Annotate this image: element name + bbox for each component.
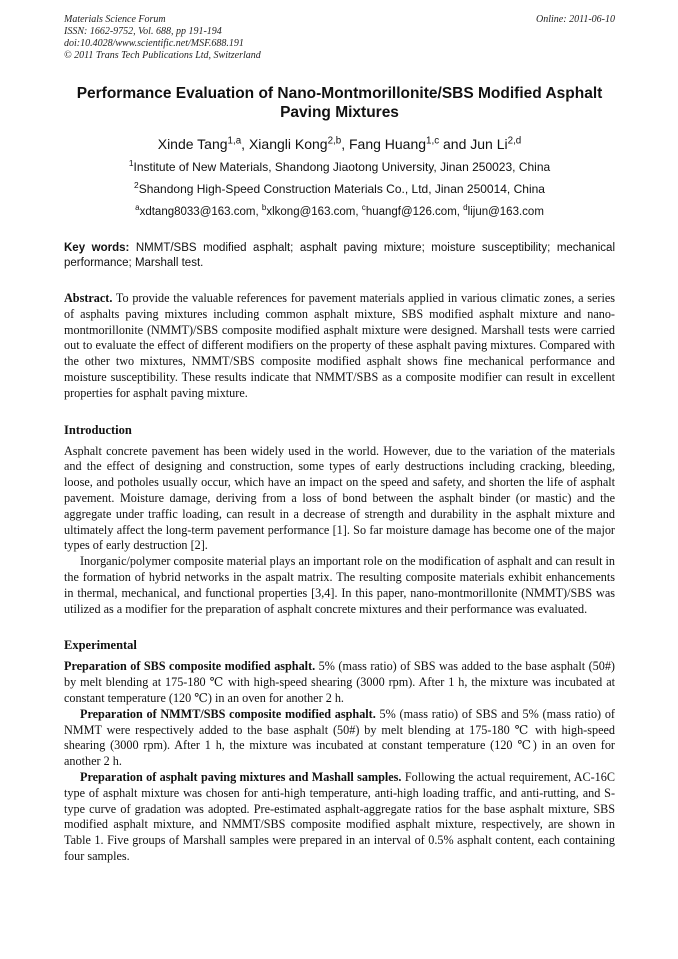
- email-marker: d: [463, 203, 468, 213]
- keywords-text: NMMT/SBS modified asphalt; asphalt paving mixture; moisture susceptibility; mechanical performance; Marshall test.: [64, 242, 615, 269]
- abstract-label: Abstract.: [64, 291, 113, 305]
- author-name: Xiangli Kong: [248, 136, 328, 152]
- online-date: Online: 2011-06-10: [536, 14, 615, 25]
- introduction-paragraph-2: Inorganic/polymer composite material plays an important role on the modification of asphalt and can result in the formation of hybrid networks in the aspalt matrix. The resulting composite materials exhibit enhancements in thermal, mechanical, and functional properties [3,4]. In this paper, nano-montmorillonite (NMMT)/SBS was utilized as a modifier for the preparation of asphalt concrete mixtures and their performance was evaluated.: [64, 554, 615, 616]
- copyright-line: © 2011 Trans Tech Publications Ltd, Switzerland: [64, 50, 261, 61]
- author-marker: 2,d: [507, 135, 522, 147]
- subsection-title: Preparation of asphalt paving mixtures and Mashall samples.: [80, 769, 402, 784]
- experimental-paragraph-mixtures: [64, 770, 615, 865]
- keywords: [64, 241, 615, 271]
- subsection-text: 5% (mass ratio) of SBS and 5% (mass ratio) of NMMT were respectively added to the base asphalt (50#) by melt blending at 175-180 ℃ with high-speed shearing (3000 rpm). After 1 h, the mixture was incubated at constant temperature (120 ℃) in an oven for another 2 h.: [64, 706, 615, 769]
- subsection-title: Preparation of NMMT/SBS composite modified asphalt.: [80, 706, 376, 721]
- author-marker: 1,c: [426, 135, 440, 147]
- issn-line: ISSN: 1662-9752, Vol. 688, pp 191-194: [64, 26, 222, 37]
- journal-name: Materials Science Forum: [64, 14, 166, 25]
- email-address[interactable]: huangf@126.com,: [365, 206, 464, 218]
- keywords-label: Key words:: [64, 242, 130, 254]
- author-separator: and: [439, 136, 471, 152]
- introduction-paragraph-1: Asphalt concrete pavement has been widely used in the world. However, due to the variation of the materials and the effect of designing and construction, some types of early destructions including cracking, bleeding, loose, and potholes usually occur, which have an impact on the speed and safety, and shorten the life of asphalt pavement. Moisture damage, deriving from a loss of bond between the asphalt binder (or mastic) and the aggregate under traffic loading, can result in a decrease of strength and durability in the asphalt mixture and ultimately affect the long-term pavement performance [1]. So far moisture damage has become one of the major types of early destruction [2].: [64, 443, 615, 553]
- email-marker: b: [261, 203, 267, 213]
- email-marker: a: [135, 203, 140, 213]
- email-address[interactable]: xdtang8033@163.com,: [139, 206, 262, 218]
- author-list: [64, 135, 615, 153]
- abstract-text: To provide the valuable references for pavement materials applied in various climatic zones, a series of asphalts paving mixtures including common asphalt mixture, SBS modified asphalt mixture and nano-montmorillonite (NMMT)/SBS composite modified asphalt mixture were designed. Marshall tests were carried out to evaluate the effect of different modifiers on the property of these asphalt paving mixtures. Compared with the other two mixtures, NMMT/SBS composite modified asphalt shows fine mechanical performance and moisture susceptibility. These results indicate that NMMT/SBS as a composite modifier can result in excellent properties for asphalt paving mixture.: [64, 291, 615, 400]
- experimental-paragraph-nmmt: [64, 707, 615, 770]
- affiliation-2: [64, 182, 615, 197]
- paper-page: [64, 14, 615, 865]
- experimental-heading: Experimental: [64, 638, 137, 653]
- affiliation-1: [64, 160, 615, 175]
- experimental-paragraph-sbs: [64, 659, 615, 706]
- email-list: [64, 205, 615, 220]
- author-marker: 1,a: [227, 135, 242, 147]
- email-address[interactable]: lijun@163.com: [467, 206, 544, 218]
- author-separator: ,: [241, 136, 249, 152]
- author-marker: 2,b: [327, 135, 342, 147]
- subsection-text: 5% (mass ratio) of SBS was added to the base asphalt (50#) by melt blending at 175-180 ℃ with high-speed shearing (3000 rpm). After 1 h, the mixture was incubated at constant temperature (120 ℃) in an oven for another 2 h.: [64, 659, 615, 705]
- subsection-text: Following the actual requirement, AC-16C type of asphalt mixture was chosen for anti-high temperature, anti-high loading traffic, and anti-rutting, and S-type curve of gradation was adopted. Pre-estimated asphalt-aggregate ratios for the base asphalt mixture, SBS modified asphalt mixture, and NMMT/SBS composite modified asphalt mixture, respectively, are shown in Table 1. Five groups of Marshall samples were prepared in an interval of 0.5% asphalt content, each containing four samples.: [64, 769, 615, 863]
- affiliation-text: Shandong High-Speed Construction Materials Co., Ltd, Jinan 250014, China: [138, 182, 545, 196]
- introduction-heading: Introduction: [64, 422, 132, 437]
- subsection-title: Preparation of SBS composite modified asphalt.: [64, 659, 316, 674]
- paper-title: Performance Evaluation of Nano-Montmorillonite/SBS Modified Asphalt Paving Mixtures: [76, 85, 603, 121]
- affiliation-text: Institute of New Materials, Shandong Jiaotong University, Jinan 250023, China: [133, 160, 551, 174]
- journal-header: [64, 14, 615, 62]
- author-name: Jun Li: [470, 136, 508, 152]
- author-name: Fang Huang: [348, 136, 427, 152]
- email-address[interactable]: xlkong@163.com,: [266, 206, 362, 218]
- affiliation-marker: 1: [128, 158, 134, 168]
- email-marker: c: [361, 203, 366, 213]
- author-name: Xinde Tang: [157, 136, 228, 152]
- author-separator: ,: [341, 136, 349, 152]
- affiliation-marker: 2: [134, 180, 139, 190]
- abstract: [64, 291, 615, 402]
- doi-line: doi:10.4028/www.scientific.net/MSF.688.191: [64, 38, 244, 49]
